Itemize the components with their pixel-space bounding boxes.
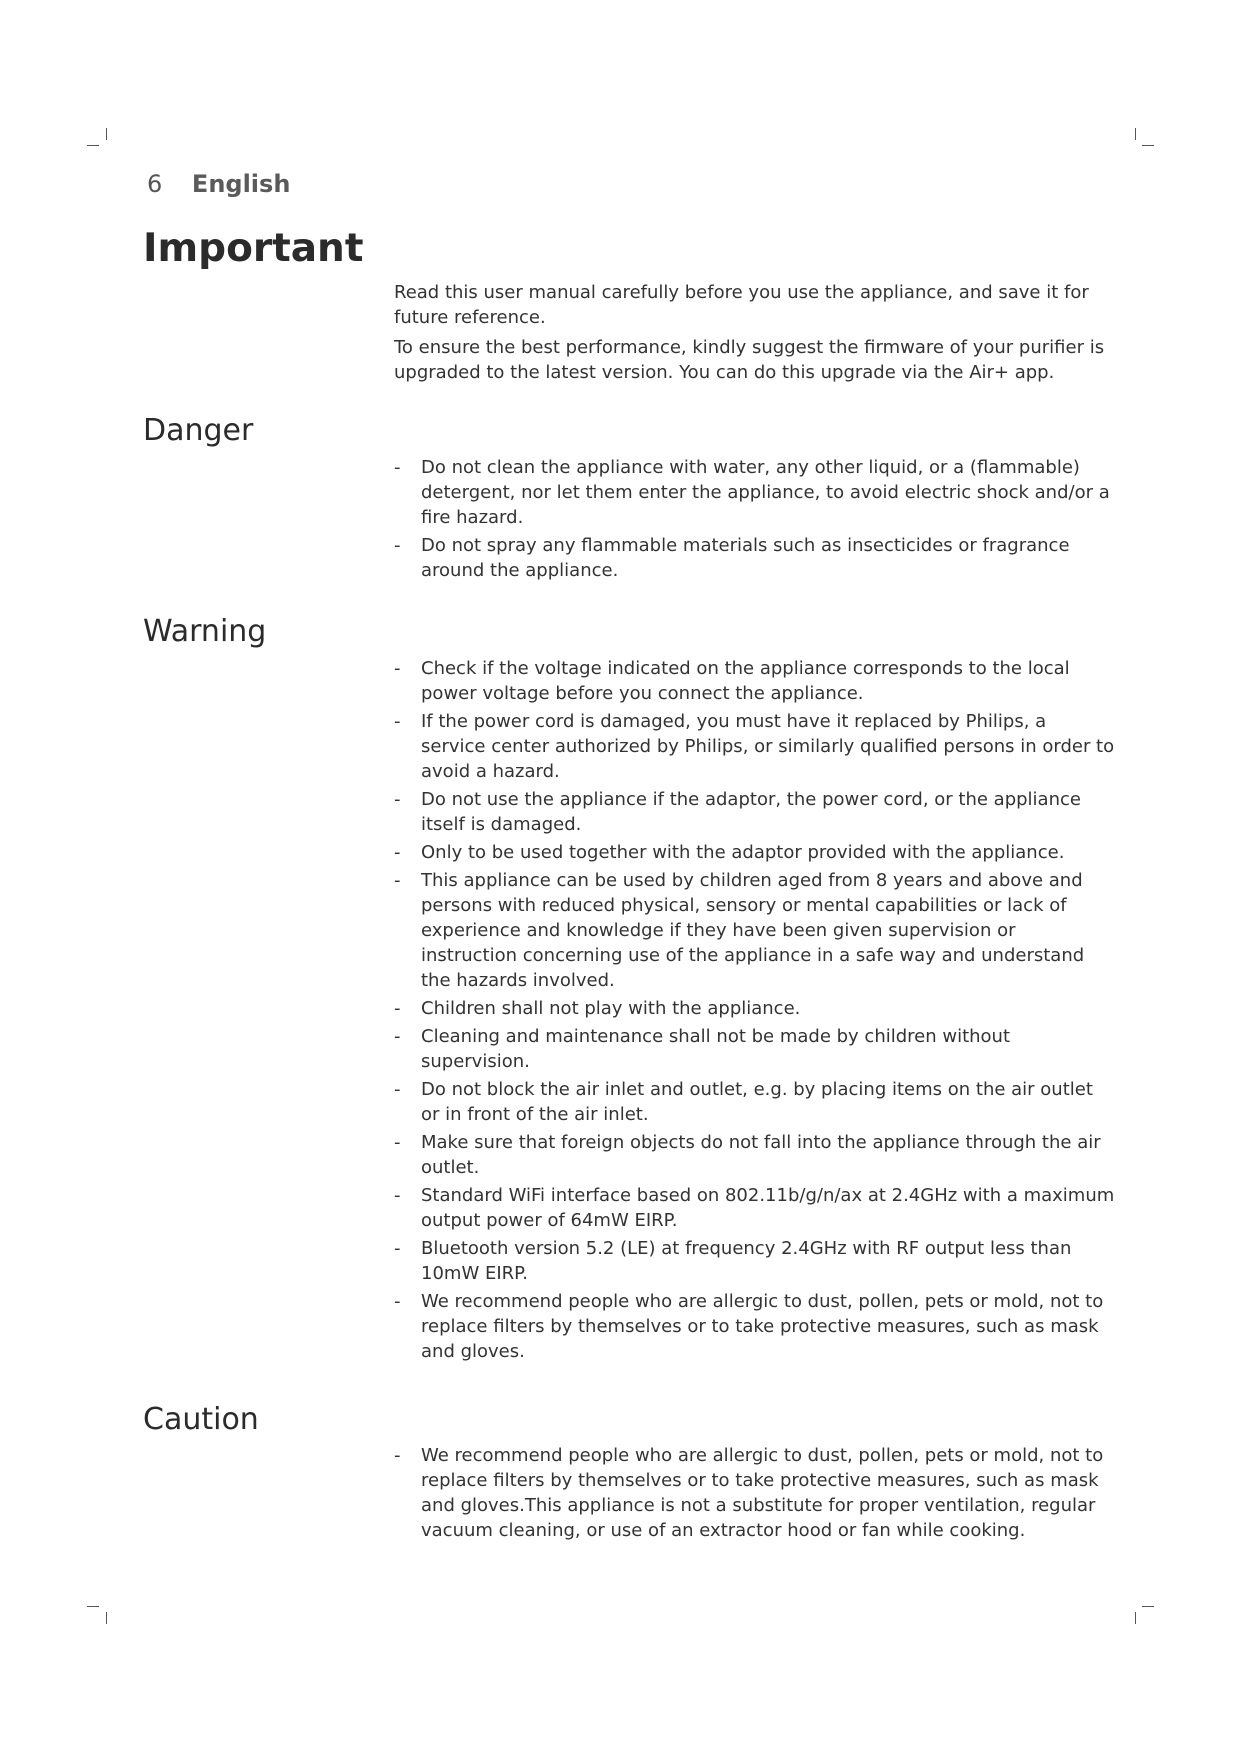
list-item: - Only to be used together with the adaptor provided with the appliance. [394,842,1065,863]
bullet-dash: - [394,1291,401,1312]
important-paragraph-2: To ensure the best performance, kindly suggest the firmware of your purifier is upgraded to the latest version. You can do this upgrade via the Air+ app. [394,337,1105,383]
crop-mark-top-left-v [106,128,107,140]
crop-mark-bottom-right-h [1142,1606,1154,1607]
crop-mark-top-right-v [1135,128,1136,140]
list-item: - Standard WiFi interface based on 802.11b/g/n/ax at 2.4GHz with a maximum output power of 64mW EIRP. [394,1185,1115,1231]
list-item: - Do not use the appliance if the adaptor, the power cord, or the appliance itself is damaged. [394,789,1081,835]
danger-list [394,455,1116,586]
list-item: - Children shall not play with the appliance. [394,998,801,1019]
bullet-dash: - [394,1238,401,1259]
list-item: - Check if the voltage indicated on the appliance corresponds to the local power voltage before you connect the appliance. [394,658,1070,704]
bullet-dash: - [394,842,401,863]
bullet-dash: - [394,711,401,732]
crop-mark-bottom-left-h [87,1606,99,1607]
bullet-dash: - [394,1079,401,1100]
caution-list [394,1443,1116,1546]
bullet-dash: - [394,535,401,556]
danger-heading: Danger [143,413,254,448]
list-item: - Bluetooth version 5.2 (LE) at frequency 2.4GHz with RF output less than 10mW EIRP. [394,1238,1072,1284]
bullet-dash: - [394,998,401,1019]
list-item: - Do not spray any flammable materials such as insecticides or fragrance around the appliance. [394,535,1070,581]
list-item: - We recommend people who are allergic to dust, pollen, pets or mold, not to replace filters by themselves or to take protective measures, such as mask and gloves.This appliance is not a substitute for proper ventilation, regular vacuum cleaning, or use of an extractor hood or fan while cooking. [394,1445,1104,1541]
bullet-dash: - [394,1132,401,1153]
list-item: - Do not clean the appliance with water, any other liquid, or a (flammable) detergent, nor let them enter the appliance, to avoid electric shock and/or a fire hazard. [394,457,1110,528]
list-item: - We recommend people who are allergic to dust, pollen, pets or mold, not to replace filters by themselves or to take protective measures, such as mask and gloves. [394,1291,1104,1362]
language-label: English [191,170,291,198]
list-item: - If the power cord is damaged, you must have it replaced by Philips, a service center authorized by Philips, or similarly qualified persons in order to avoid a hazard. [394,711,1115,782]
caution-heading: Caution [143,1402,259,1437]
warning-list [394,656,1116,1367]
bullet-dash: - [394,1185,401,1206]
list-item: - Cleaning and maintenance shall not be made by children without supervision. [394,1026,1011,1072]
list-item: - Do not block the air inlet and outlet, e.g. by placing items on the air outlet or in front of the air inlet. [394,1079,1093,1125]
important-paragraph-1: Read this user manual carefully before you use the appliance, and save it for future reference. [394,282,1089,328]
bullet-dash: - [394,789,401,810]
crop-mark-top-right-h [1142,145,1154,146]
bullet-dash: - [394,1026,401,1047]
important-body [394,280,1114,390]
list-item: - This appliance can be used by children aged from 8 years and above and persons with reduced physical, sensory or mental capabilities or lack of experience and knowledge if they have been given supervision or instruction concerning use of the appliance in a safe way and understand the hazards involved. [394,870,1085,991]
bullet-dash: - [394,870,401,891]
crop-mark-bottom-right-v [1135,1612,1136,1624]
list-item: - Make sure that foreign objects do not fall into the appliance through the air outlet. [394,1132,1101,1178]
important-heading: Important [143,226,364,271]
bullet-dash: - [394,457,401,478]
warning-heading: Warning [143,614,267,649]
page-header [147,170,290,198]
bullet-dash: - [394,658,401,679]
bullet-dash: - [394,1445,401,1466]
crop-mark-top-left-h [87,145,99,146]
crop-mark-bottom-left-v [106,1612,107,1624]
page-number: 6 [147,170,163,198]
